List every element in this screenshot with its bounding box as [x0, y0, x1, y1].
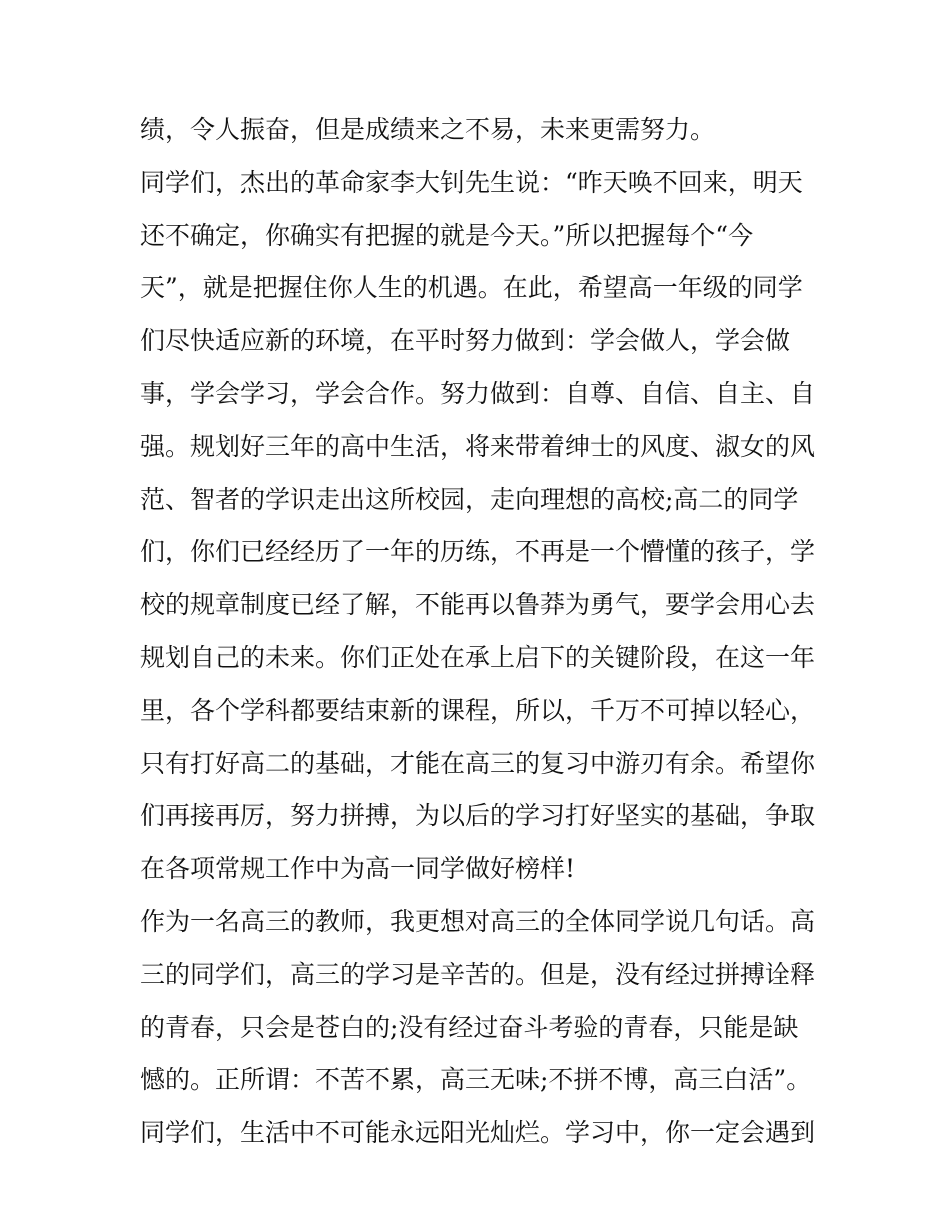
text-line-7: 强。规划好三年的高中生活，将来带着绅士的风度、淑女的风: [140, 431, 816, 461]
text-line-8: 范、智者的学识走出这所校园，走向理想的高校;高二的同学: [140, 484, 799, 514]
text-line-4: 天”，就是把握住你人生的机遇。在此，希望高一年级的同学: [140, 273, 803, 303]
text-line-18: 的青春，只会是苍白的;没有经过奋斗考验的青春，只能是缺: [140, 1012, 799, 1042]
text-line-10: 校的规章制度已经了解，不能再以鲁莽为勇气，要学会用心去: [140, 590, 816, 620]
text-line-14: 们再接再厉，努力拼搏，为以后的学习打好坚实的基础，争取: [140, 801, 816, 831]
text-line-3: 还不确定，你确实有把握的就是今天。”所以把握每个“今: [140, 220, 754, 250]
text-line-11: 规划自己的未来。你们正处在承上启下的关键阶段，在这一年: [140, 642, 816, 672]
text-line-2: 同学们，杰出的革命家李大钊先生说：“昨天唤不回来，明天: [140, 167, 803, 197]
text-line-15: 在各项常规工作中为高一同学做好榜样!: [140, 854, 576, 884]
text-line-20: 同学们，生活中不可能永远阳光灿烂。学习中，你一定会遇到: [140, 1118, 816, 1148]
body-text: [140, 104, 820, 1160]
text-line-5: 们尽快适应新的环境，在平时努力做到：学会做人，学会做: [140, 326, 791, 356]
text-line-9: 们，你们已经经历了一年的历练，不再是一个懵懂的孩子，学: [140, 537, 816, 567]
text-line-1: 绩，令人振奋，但是成绩来之不易，未来更需努力。: [140, 115, 716, 144]
text-line-6: 事，学会学习，学会合作。努力做到：自尊、自信、自主、自: [140, 378, 816, 408]
text-line-19: 憾的。正所谓：不苦不累，高三无味;不拼不博，高三白活”。: [140, 1065, 812, 1095]
text-line-16: 作为一名高三的教师，我更想对高三的全体同学说几句话。高: [140, 906, 816, 936]
text-line-12: 里，各个学科都要结束新的课程，所以，千万不可掉以轻心，: [140, 695, 816, 725]
text-line-17: 三的同学们，高三的学习是辛苦的。但是，没有经过拼搏诠释: [140, 959, 816, 989]
text-line-13: 只有打好高二的基础，才能在高三的复习中游刃有余。希望你: [140, 748, 816, 778]
